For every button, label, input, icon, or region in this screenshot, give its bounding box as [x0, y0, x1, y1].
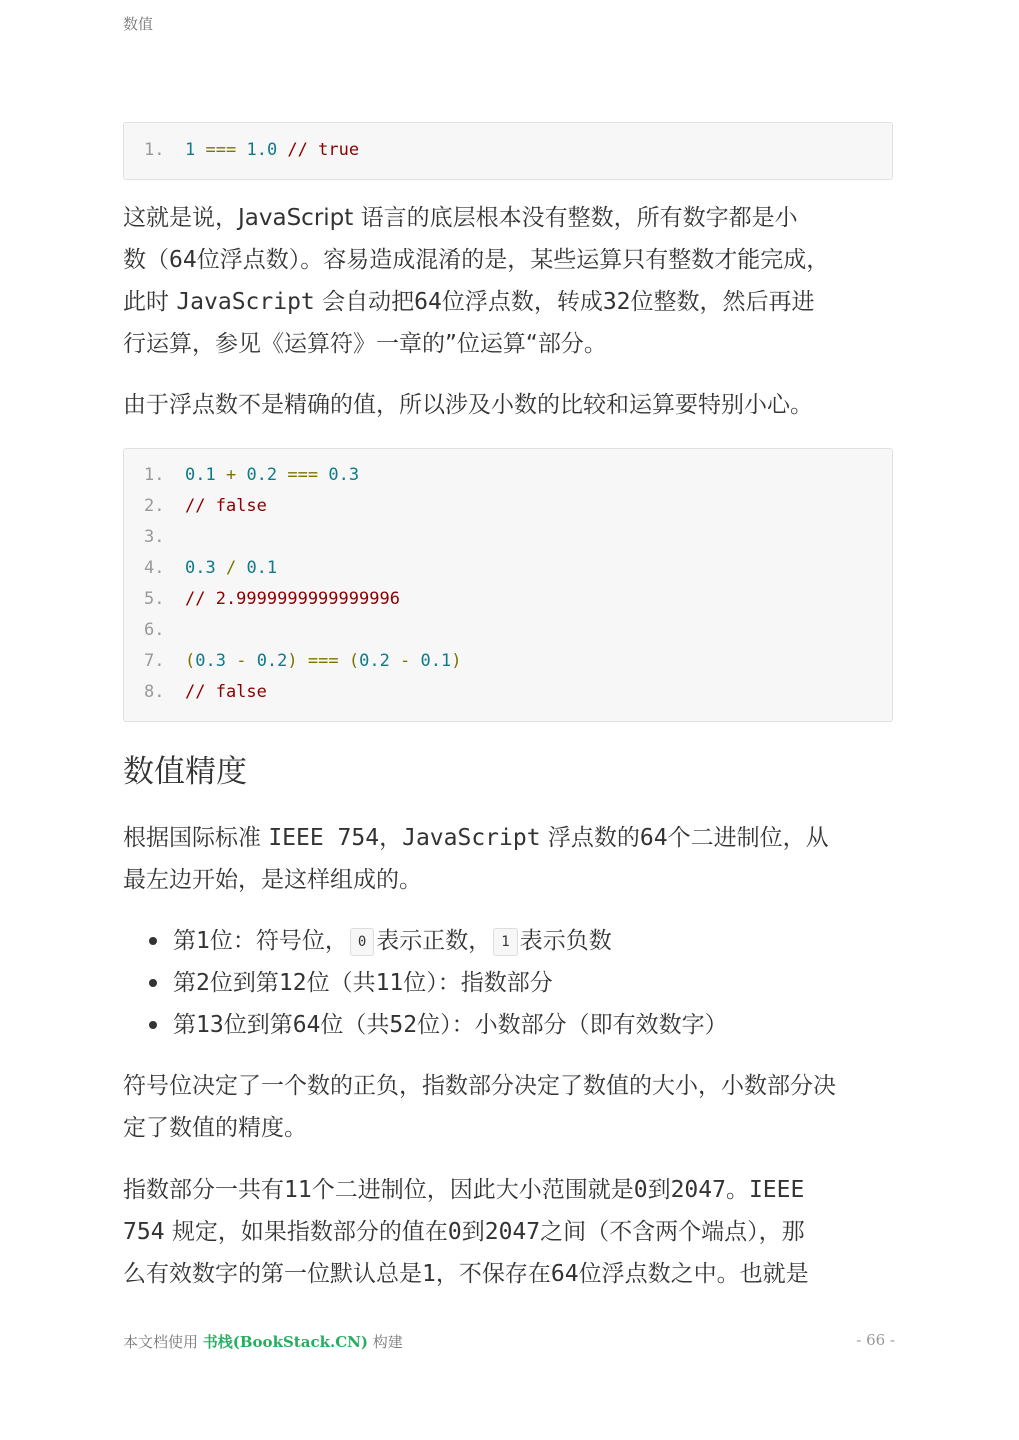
code-token: ): [287, 651, 298, 671]
code-text: [185, 463, 359, 487]
text-run: 根据国际标准: [123, 825, 269, 851]
paragraph-line: [123, 1107, 898, 1149]
text-run: ，不保存在: [435, 1261, 551, 1287]
paragraph: [123, 1065, 898, 1149]
bullet-dot-icon: [149, 979, 157, 987]
text-run: 之间（不含两个端点），那: [540, 1219, 805, 1245]
code-text: [185, 494, 267, 518]
paragraph-line: [123, 239, 898, 281]
code-text: [185, 138, 359, 162]
text-run: 13: [196, 1012, 224, 1038]
code-token: 0.3: [328, 465, 360, 485]
code-block: [123, 448, 893, 722]
text-run: 符号位决定了一个数的正负，指数部分决定了数值的大小，小数部分决: [123, 1073, 836, 1099]
line-number: 3.: [144, 527, 165, 547]
code-block: [123, 122, 893, 180]
code-text: [185, 556, 277, 580]
text-run: 0: [633, 1177, 648, 1203]
text-run: 1: [422, 1261, 436, 1287]
text-run: JavaScript: [176, 289, 315, 315]
text-run: 12: [278, 970, 307, 996]
paragraph-line: [123, 323, 898, 365]
code-token: 0.3: [185, 558, 216, 578]
list-item: [123, 1004, 898, 1046]
paragraph-line: [123, 817, 898, 859]
inline-code: 0: [350, 928, 374, 956]
text-run: 位浮点数）。容易造成混淆的是，某些运算只有整数才能完成，: [196, 247, 830, 273]
text-run: 位到第: [223, 1012, 293, 1038]
paragraph-line: [123, 1065, 898, 1107]
paragraph: [123, 817, 898, 901]
text-run: JavaScript 语言的底层根本没有整数，所有数字都是小: [238, 205, 798, 231]
code-token: // false: [185, 496, 267, 516]
paragraph-line: [123, 1253, 898, 1295]
text-run: 64: [550, 1261, 579, 1287]
code-token: 0.1: [420, 651, 452, 671]
code-token: // true: [277, 140, 360, 160]
code-text: [185, 680, 267, 704]
text-run: 位）：指数部分: [403, 970, 553, 996]
text-run: 此时: [123, 289, 177, 315]
code-token: // 2.9999999999999996: [185, 589, 400, 609]
footer-suffix: 构建: [367, 1333, 403, 1351]
code-token: 0.3: [195, 651, 226, 671]
text-run: 位浮点数之中。也就是: [578, 1261, 809, 1287]
footer-prefix: 本文档使用: [123, 1333, 203, 1351]
code-token: 0.2: [256, 651, 288, 671]
text-run: 64: [639, 825, 668, 851]
text-run: 定了数值的精度。: [123, 1115, 307, 1141]
paragraph: [123, 384, 898, 426]
text-run: 64: [414, 289, 442, 315]
code-token: 0.2: [359, 651, 390, 671]
text-run: 表示正数，: [376, 928, 492, 954]
text-run: 2: [196, 970, 210, 996]
text-run: IEEE: [748, 1177, 805, 1203]
section-heading: 数值精度: [123, 754, 247, 790]
line-number: 1.: [144, 140, 165, 160]
text-run: 32: [602, 289, 631, 315]
paragraph-line: [123, 859, 898, 901]
text-run: 位到第: [209, 970, 279, 996]
paragraph: [123, 1169, 898, 1295]
footer: [123, 1331, 403, 1352]
text-run: 位（共: [306, 970, 376, 996]
code-token: -: [389, 651, 421, 671]
text-run: 11: [375, 970, 404, 996]
text-run: 位）：小数部分（即有效数字）: [417, 1012, 728, 1038]
line-number: 7.: [144, 651, 165, 671]
page-number: - 66 -: [856, 1331, 895, 1349]
line-number: 2.: [144, 496, 165, 516]
text-run: 位浮点数，转成: [441, 289, 603, 315]
code-token: (: [185, 651, 196, 671]
paragraph-line: [123, 197, 898, 239]
text-run: 规定，如果指数部分的值在: [164, 1219, 448, 1245]
code-token: /: [215, 558, 247, 578]
text-run: 表示负数: [519, 928, 612, 954]
code-token: (: [348, 651, 360, 671]
bullet-dot-icon: [149, 937, 157, 945]
bullet-dot-icon: [149, 1021, 157, 1029]
text-run: 会自动把: [314, 289, 415, 315]
code-token: 1.0: [246, 140, 278, 160]
code-token: 1: [185, 140, 196, 160]
paragraph-line: [123, 1211, 898, 1253]
code-token: ===: [277, 465, 329, 485]
text-run: 0: [447, 1219, 462, 1245]
text-run: 位：符号位，: [209, 928, 348, 954]
text-run: 位（共: [320, 1012, 390, 1038]
code-token: // false: [185, 682, 267, 702]
code-token: 0.1: [246, 558, 278, 578]
text-run: ，: [379, 825, 403, 851]
text-run: 2047: [484, 1219, 541, 1245]
inline-code: 1: [493, 928, 517, 956]
text-run: 么有效数字的第一位默认总是: [123, 1261, 422, 1287]
text-run: 个二进制位，从: [667, 825, 829, 851]
bookstack-link[interactable]: 书栈(BookStack.CN): [202, 1333, 368, 1351]
code-token: [195, 140, 205, 160]
line-number: 4.: [144, 558, 165, 578]
paragraph: [123, 197, 898, 365]
paragraph-line: [123, 1169, 898, 1211]
text-run: 52: [389, 1012, 418, 1038]
text-run: 数（: [123, 247, 169, 273]
text-run: 到: [647, 1177, 671, 1203]
code-token: ): [451, 651, 462, 671]
paragraph-text: 由于浮点数不是精确的值，所以涉及小数的比较和运算要特别小心。: [123, 392, 813, 418]
code-token: [236, 140, 246, 160]
text-run: 指数部分一共有: [123, 1177, 284, 1203]
text-run: 浮点数的: [540, 825, 640, 851]
text-run: 第: [173, 1012, 196, 1038]
text-run: 。: [725, 1177, 749, 1203]
text-run: 1: [196, 928, 210, 954]
line-number: 5.: [144, 589, 165, 609]
text-run: 64: [169, 247, 197, 273]
text-run: 位整数，然后再进: [630, 289, 815, 315]
text-run: IEEE 754: [268, 825, 380, 851]
text-run: 754: [123, 1219, 165, 1245]
paragraph-line: [123, 281, 898, 323]
text-run: 个二进制位，因此大小范围就是: [311, 1177, 634, 1203]
list-item: [123, 920, 898, 962]
text-run: 第: [173, 970, 196, 996]
text-run: 第: [173, 928, 196, 954]
bullet-list: [123, 920, 898, 1046]
list-item: [123, 962, 898, 1004]
page-header-title: 数值: [123, 15, 154, 33]
line-number: 6.: [144, 620, 165, 640]
text-run: 2047: [670, 1177, 726, 1203]
text-run: 64: [292, 1012, 321, 1038]
text-run: JavaScript: [402, 825, 541, 851]
code-token: ===: [297, 651, 349, 671]
code-token: +: [215, 465, 247, 485]
code-token: 0.1: [185, 465, 216, 485]
text-run: 11: [284, 1177, 312, 1203]
text-run: 行运算，参见《运算符》一章的”位运算“部分。: [123, 331, 607, 357]
text-run: 最左边开始，是这样组成的。: [123, 867, 422, 893]
text-run: 到: [461, 1219, 485, 1245]
code-text: [185, 587, 400, 611]
line-number: 8.: [144, 682, 165, 702]
code-text: [185, 649, 462, 673]
code-token: 0.2: [246, 465, 278, 485]
code-token: -: [225, 651, 257, 671]
code-token: ===: [205, 140, 237, 160]
text-run: 这就是说，: [123, 205, 238, 231]
line-number: 1.: [144, 465, 165, 485]
